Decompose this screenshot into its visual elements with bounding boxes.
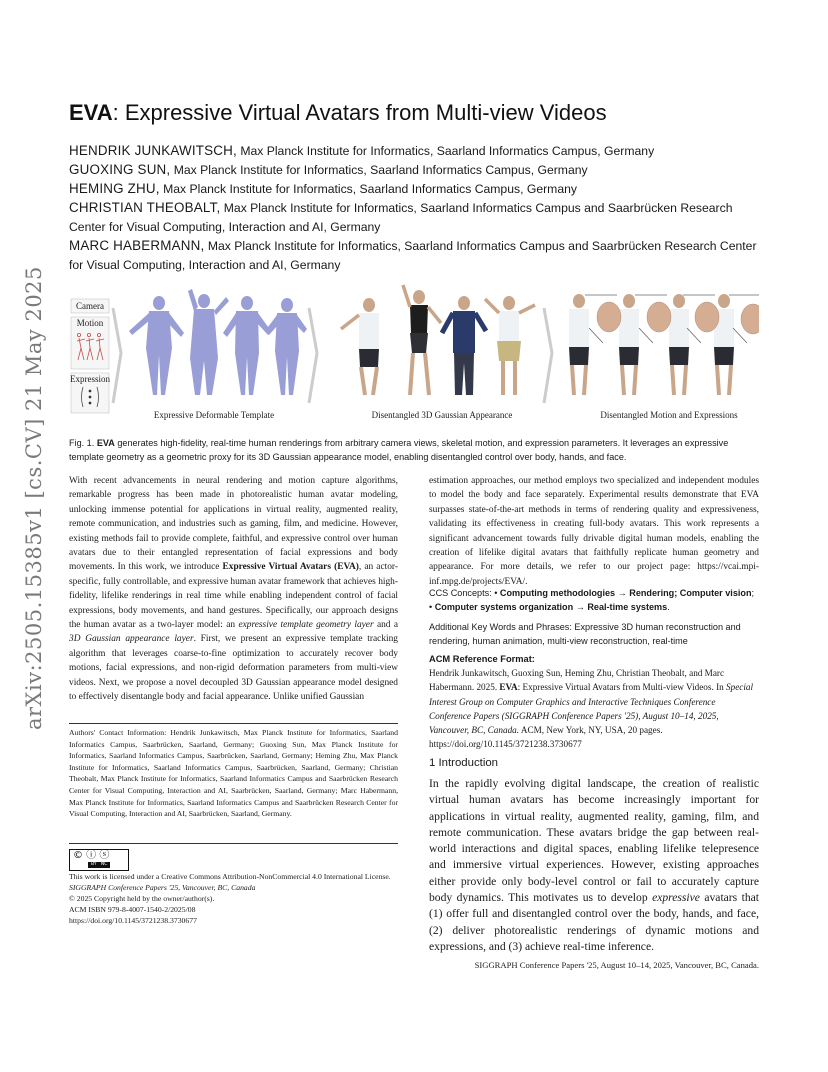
acm-reference [429,652,759,752]
motion-expression-figures [569,294,759,395]
cc-badge-symbols: © ⓘ ⓢ [73,850,110,861]
acm-reference-heading: ACM Reference Format: [429,654,535,664]
author-2 [69,160,769,180]
isbn: ACM ISBN 979-8-4007-1540-2/2025/08 [69,905,196,914]
template-mesh-figures [129,289,307,395]
abstract-continued [429,474,759,589]
motion-panel-label: Motion [76,318,104,328]
section-label: Expressive Deformable Template [153,410,275,420]
arxiv-stamp: arXiv:2505.15385v1 [cs.CV] 21 May 2025 [22,266,46,730]
author-affiliation: Max Planck Institute for Informatics, Saarland Informatics Campus, Germany [163,182,577,196]
paper-title [69,100,769,126]
title-acronym: EVA [69,100,113,125]
figure-caption [69,436,759,465]
copyright: © 2025 Copyright held by the owner/author(s). [69,894,215,903]
introduction-text: In the rapidly evolving digital landscape, the creation of realistic virtual human avatars has become increasingly important for applications in virtual reality, augmented reality, gaming, film, and remote communication. These avatars bridge the gap between real-world interactions and digital spaces, enabling lifelike telepresence and immersive virtual experiences. However, existing approaches either provide only body-level control or fail to accurately capture body dynamics. This motivates us to develop expressive avatars that (1) offer full and disentangled control over the body, hands, and face, (2) deliver photorealistic renderings of dynamic motions and expressions, and (3) achieve real-time inference. [429,777,759,953]
arrow-icon [544,308,552,403]
section-label: Disentangled 3D Gaussian Appearance [371,410,513,420]
abstract-text: . First, we present an expressive template tracking algorithm that leverages coarse-to-fine optimization to accurately recover body motions, facial expressions, and non-rigid deformation parameters from multi-view videos. Next, we propose a novel decoupled 3D Gaussian appearance model designed to effectively disentangle body and facial appearance. Unlike unified Gaussian [69,634,398,703]
arrow-icon [309,308,317,403]
author-name: CHRISTIAN THEOBALT, [69,200,221,215]
caption-bold: EVA [96,438,115,448]
author-name: HEMING ZHU, [69,181,160,196]
cc-license-badge [69,849,129,871]
teaser-figure [69,283,759,423]
ccs-concept: Computer systems organization → Real-time systems [434,602,668,613]
abstract-text: , an actor-specific, fully controllable, and expressive human avatar framework that achieves high-fidelity, lifelike renderings in real time while enabling independent control of facial expressions, body movements, and hand gestures. Specifically, our approach designs the human avatar as a two-layer model: an [69,562,398,631]
title-rest: : Expressive Virtual Avatars from Multi-view Videos [112,100,607,125]
license-venue: SIGGRAPH Conference Papers '25, Vancouver, BC, Canada [69,883,256,892]
author-affiliation: Max Planck Institute for Informatics, Saarland Informatics Campus and Saarbrücken Research Center for Visual Computing, Interaction and AI, Germany [69,201,733,234]
abstract [69,474,398,705]
ccs-concepts [429,586,759,615]
cc-badge-sub: BY NC [88,862,110,868]
abstract-text: With recent advancements in neural rendering and motion capture algorithms, remarkable progress has been made in photorealistic human avatar modeling, unlocking immense potential for applications in virtual reality, augmented reality, remote communication, and industries such as gaming, film, and medicine. However, existing methods fail to provide complete, faithful, and expressive control over human avatars due to their entangled representation of facial expressions and body movements. In this work, we introduce [69,476,398,573]
abstract-text: estimation approaches, our method employs two specialized and independent modules to model the body and face separately. Experimental results demonstrate that EVA surpasses state-of-the-art methods in terms of rendering quality and expressiveness, validating its effectiveness in creating full-body avatars. This work represents a significant advancement towards fully drivable digital human models, enabling the creation of lifelike digital avatars that faithfully replicate human geometry and appearance. For more details, we refer to our project page: https://vcai.mpi-inf.mpg.de/projects/EVA/. [429,476,759,587]
doi-link[interactable]: https://doi.org/10.1145/3721238.3730677 [69,916,197,925]
author-1 [69,141,769,161]
abstract-bold: Expressive Virtual Avatars (EVA) [222,562,359,573]
author-affiliation: Max Planck Institute for Informatics, Saarland Informatics Campus, Germany [240,144,655,158]
expression-panel-label: Expression [70,374,110,384]
author-4 [69,198,769,237]
abstract-italic: expressive template geometry layer [238,620,374,631]
abstract-italic: 3D Gaussian appearance layer [69,634,194,645]
author-affiliation: Max Planck Institute for Informatics, Saarland Informatics Campus, Germany [173,163,588,177]
caption-label: Fig. 1. [69,438,95,448]
author-affiliation: Max Planck Institute for Informatics, Saarland Informatics Campus and Saarbrücken Research Center for Visual Computing, Interaction and AI, Germany [69,239,757,272]
author-name: GUOXING SUN, [69,162,171,177]
ccs-end: . [667,602,670,613]
abstract-text: and a [373,620,399,631]
author-contact-footnote: Authors' Contact Information: Hendrik Junkawitsch, Max Planck Institute for Informatics, Saarland Informatics Campus, Saarbrücken, Saarland, Germany; Guoxing Sun, Max Planck Institute for Informatics, Saarland Informatics Campus, Saarbrücken, Saarland, Germany; Heming Zhu, Max Planck Institute for Informatics, Saarland Informatics Campus, Saarbrücken, Saarland, Germany; Christian Theobalt, Max Planck Institute for Informatics, Saarland Informatics Campus and Saarbrücken Research Center for Visual Computing, Interaction and AI, Saarbrücken, Saarland, Germany; Marc Habermann, Max Planck Institute for Informatics, Saarland Informatics Campus and Saarbrücken Research Center for Visual Computing, Interaction and AI, Saarbrücken, Saarland, Germany. [69,728,398,819]
author-3 [69,179,769,199]
arrow-icon [113,308,121,403]
author-name: HENDRIK JUNKAWITSCH, [69,143,237,158]
ccs-sep: ; • [429,588,755,613]
acm-reference-body: Hendrik Junkawitsch, Guoxing Sun, Heming Zhu, Christian Theobalt, and Marc Habermann. 2025. EVA: Expressive Virtual Avatars from Multi-view Videos. In Special Interest Group on Computer Graphics and Interactive Techniques Conference Conference Papers (SIGGRAPH Conference Papers '25), August 10–14, 2025, Vancouver, BC, Canada. ACM, New York, NY, USA, 20 pages. https://doi.org/10.1145/3721238.3730677 [429,668,754,750]
page-footer: SIGGRAPH Conference Papers '25, August 10–14, 2025, Vancouver, BC, Canada. [474,960,759,970]
license-rule [69,843,398,844]
keywords: Additional Key Words and Phrases: Expressive 3D human reconstruction and rendering, human animation, multi-view reconstruction, real-time [429,622,741,647]
ccs-concept: Computing methodologies → Rendering; Computer vision [499,588,752,598]
author-5 [69,236,769,275]
license-text: This work is licensed under a Creative Commons Attribution-NonCommercial 4.0 International License. [69,872,391,881]
gaussian-appearance-figures [341,285,535,395]
author-name: MARC HABERMANN, [69,238,205,253]
camera-panel-label: Camera [76,301,104,311]
caption-text: generates high-fidelity, real-time human renderings from arbitrary camera views, skeletal motion, and expression parameters. It leverages an expressive template geometry as a geometric proxy for its 3D Gaussian appearance model, enabling disentangled control over body, hands, and face. [69,438,729,463]
section-label: Disentangled Motion and Expressions [600,410,738,420]
footnote-rule [69,723,398,724]
section-heading-introduction: 1 Introduction [429,757,499,769]
ccs-label: CCS Concepts: • [429,588,500,598]
license-block [69,871,398,926]
